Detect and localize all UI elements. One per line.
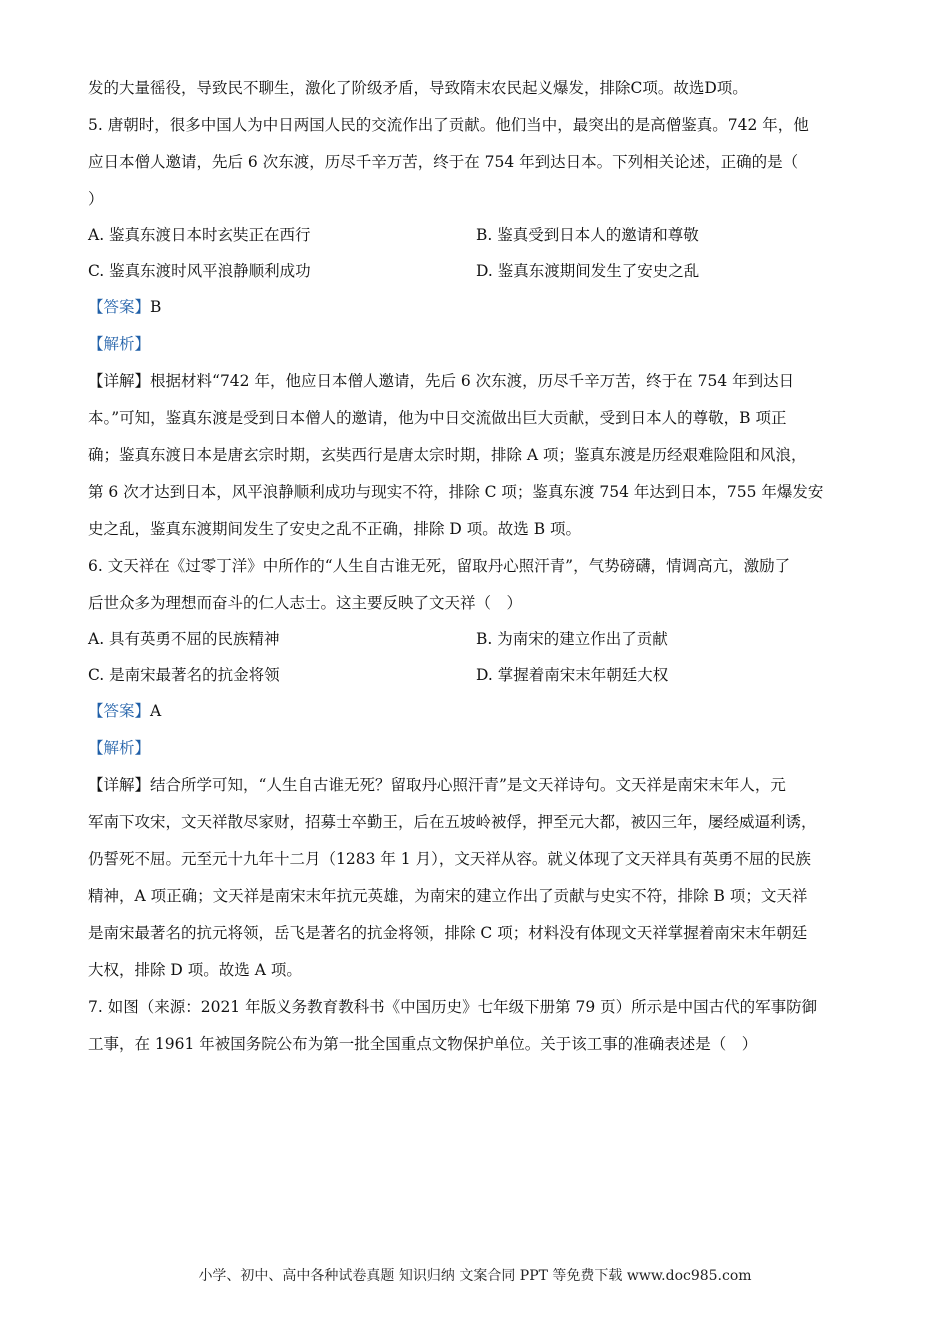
q6-detail-line-2: 军南下攻宋，文天祥散尽家财，招募士卒勤王，后在五坡岭被俘，押至元大都，被囚三年，屡经威逼利诱，: [88, 813, 817, 831]
q7-stem-line-2: 工事，在 1961 年被国务院公布为第一批全国重点文物保护单位。关于该工事的准确表述是（ ）: [88, 1035, 758, 1053]
question-7: [88, 989, 868, 1063]
q5-stem-line-2: 应日本僧人邀请，先后 6 次东渡，历尽千辛万苦，终于在 754 年到达日本。下列相关论述，正确的是（: [88, 153, 799, 171]
q5-detail-line-2: 本。”可知，鉴真东渡是受到日本僧人的邀请，他为中日交流做出巨大贡献，受到日本人的尊敬，B 项正: [88, 409, 787, 427]
q5-detail-line-4: 第 6 次才达到日本，风平浪静顺利成功与现实不符，排除 C 项；鉴真东渡 754 年达到日本，755 年爆发安: [88, 483, 824, 501]
q5-stem-line-1: 5. 唐朝时，很多中国人为中日两国人民的交流作出了贡献。他们当中，最突出的是高僧鉴真。742 年，他: [88, 116, 809, 134]
detail-tag: 【详解】: [88, 776, 151, 794]
q5-stem-line-3: ）: [88, 190, 104, 208]
q5-option-d: D. 鉴真东渡期间发生了安史之乱: [476, 261, 700, 280]
q6-option-a: A. 具有英勇不屈的民族精神: [88, 630, 280, 648]
q6-detail-line-5: 是南宋最著名的抗元将领，岳飞是著名的抗金将领，排除 C 项；材料没有体现文天祥掌握着南宋末年朝廷: [88, 924, 808, 942]
q5-option-b: B. 鉴真受到日本人的邀请和尊敬: [476, 226, 699, 244]
page-footer: 小学、初中、高中各种试卷真题 知识归纳 文案合同 PPT 等免费下载 www.doc985.com: [198, 1268, 752, 1284]
answer-tag: 【答案】: [88, 702, 151, 720]
q5-detail-text-1: 根据材料“742 年，他应日本僧人邀请，先后 6 次东渡，历尽千辛万苦，终于在 754 年到达日: [150, 372, 795, 390]
q5-detail: [88, 363, 868, 548]
q6-stem-line-2: 后世众多为理想而奋斗的仁人志士。这主要反映了文天祥（ ）: [88, 594, 523, 612]
q6-options-row-2: [88, 658, 868, 694]
q6-detail-line-1: [88, 767, 868, 804]
question-5: [88, 107, 868, 548]
q6-options-row-1: [88, 622, 868, 658]
q6-detail-line-4: 精神，A 项正确；文天祥是南宋末年抗元英雄，为南宋的建立作出了贡献与史实不符，排除 B 项；文天祥: [88, 887, 808, 905]
q6-answer: [88, 693, 868, 730]
q6-detail-line-3: 仍誓死不屈。元至元十九年十二月（1283 年 1 月），文天祥从容。就义体现了文天祥具有英勇不屈的民族: [88, 850, 811, 868]
detail-tag: 【详解】: [88, 372, 151, 390]
q7-stem-line-1: 7. 如图（来源：2021 年版义务教育教科书《中国历史》七年级下册第 79 页）所示是中国古代的军事防御: [88, 998, 818, 1016]
answer-value: A: [150, 702, 162, 720]
answer-value: B: [150, 298, 162, 316]
q5-analysis-heading: [88, 326, 868, 363]
q6-analysis-heading: [88, 730, 868, 767]
q5-option-c: C. 鉴真东渡时风平浪静顺利成功: [88, 261, 311, 280]
q5-options-row-2: [88, 254, 868, 290]
q6-detail-text-1: 结合所学可知，“人生自古谁无死？留取丹心照汗青”是文天祥诗句。文天祥是南宋末年人，元: [150, 776, 786, 794]
analysis-tag: 【解析】: [88, 739, 151, 757]
question-6: [88, 548, 868, 989]
q5-detail-line-5: 史之乱，鉴真东渡期间发生了安史之乱不正确，排除 D 项。故选 B 项。: [88, 520, 582, 538]
carryover-line: 发的大量徭役，导致民不聊生，激化了阶级矛盾，导致隋末农民起义爆发，排除C项。故选D项。: [88, 79, 748, 97]
q5-detail-line-3: 确；鉴真东渡日本是唐玄宗时期，玄奘西行是唐太宗时期，排除 A 项；鉴真东渡是历经艰难险阻和风浪，: [88, 446, 807, 464]
q5-detail-line-1: [88, 363, 868, 400]
document-page: [88, 70, 868, 1063]
q6-detail-line-6: 大权，排除 D 项。故选 A 项。: [88, 961, 302, 979]
q6-stem-line-1: 6. 文天祥在《过零丁洋》中所作的“人生自古谁无死，留取丹心照汗青”，气势磅礴，情调高亢，激励了: [88, 557, 791, 575]
q5-option-a: A. 鉴真东渡日本时玄奘正在西行: [88, 226, 311, 244]
q6-option-d: D. 掌握着南宋末年朝廷大权: [476, 665, 669, 684]
analysis-tag: 【解析】: [88, 335, 151, 353]
q6-option-c: C. 是南宋最著名的抗金将领: [88, 665, 280, 684]
q5-options-row-1: [88, 218, 868, 254]
q6-detail: [88, 767, 868, 989]
q5-answer: [88, 289, 868, 326]
answer-tag: 【答案】: [88, 298, 151, 316]
q6-option-b: B. 为南宋的建立作出了贡献: [476, 630, 668, 648]
